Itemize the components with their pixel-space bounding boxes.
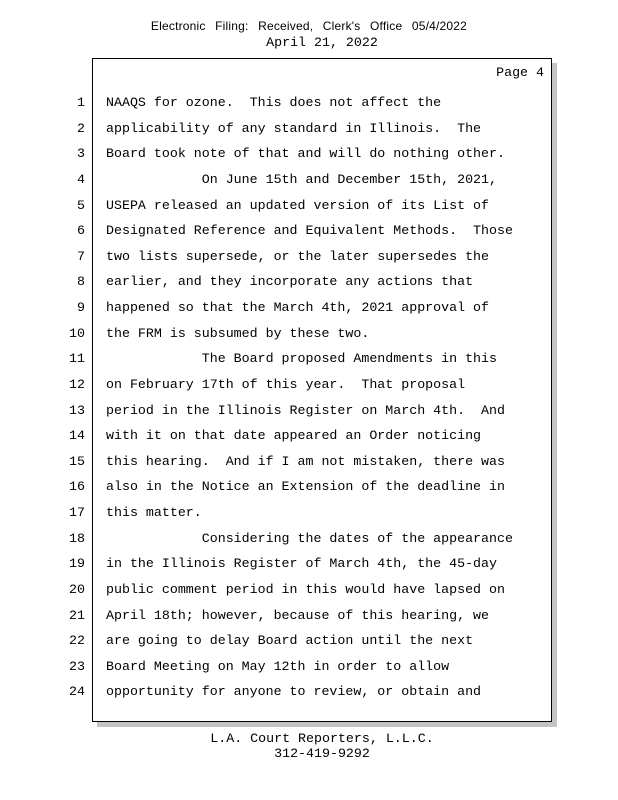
transcript-line <box>0 423 618 449</box>
line-text: April 18th; however, because of this hearing, we <box>106 607 490 623</box>
line-number: 24 <box>69 684 85 700</box>
transcript-line <box>0 449 618 475</box>
hearing-date: April 21, 2022 <box>266 35 378 50</box>
line-text: in the Illinois Register of March 4th, the 45-day <box>106 556 497 572</box>
transcript-line <box>0 295 618 321</box>
line-number: 9 <box>77 300 85 315</box>
transcript-line <box>0 526 618 552</box>
transcript-line <box>0 244 618 270</box>
transcript-line <box>0 141 618 167</box>
line-number: 19 <box>69 556 85 572</box>
line-text: earlier, and they incorporate any actions that <box>106 274 474 290</box>
line-number: 17 <box>69 505 85 520</box>
transcript-line <box>0 116 618 142</box>
line-text: Board Meeting on May 12th in order to allow <box>106 658 450 674</box>
line-text: with it on that date appeared an Order noticing <box>106 428 482 444</box>
line-text: this hearing. And if I am not mistaken, there was <box>106 453 505 469</box>
transcript-line <box>0 321 618 347</box>
transcript-body <box>0 90 618 705</box>
line-number: 11 <box>69 351 85 367</box>
line-text: opportunity for anyone to review, or obtain and <box>106 684 482 700</box>
transcript-line <box>0 628 618 654</box>
reporter-company: L.A. Court Reporters, L.L.C. <box>210 731 434 746</box>
line-number: 6 <box>77 223 85 239</box>
line-text: applicability of any standard in Illinois. The <box>106 120 482 136</box>
line-number: 5 <box>77 197 85 213</box>
transcript-line <box>0 398 618 424</box>
line-text: Board took note of that and will do nothing other. <box>106 146 505 162</box>
line-text: happened so that the March 4th, 2021 approval of <box>106 300 490 315</box>
page-number-label: Page 4 <box>496 65 544 80</box>
reporter-phone: 312-419-9292 <box>274 745 370 761</box>
line-text: USEPA released an updated version of its List of <box>106 197 490 213</box>
line-text: Designated Reference and Equivalent Methods. Those <box>106 223 513 239</box>
line-text: public comment period in this would have lapsed on <box>106 581 505 597</box>
line-text: the FRM is subsumed by these two. <box>106 325 370 341</box>
line-number: 7 <box>77 248 85 264</box>
line-text: Considering the dates of the appearance <box>106 530 513 546</box>
line-number: 22 <box>69 633 85 649</box>
transcript-line <box>0 90 618 116</box>
reporter-footer <box>92 732 552 761</box>
line-number: 14 <box>69 428 85 444</box>
line-text: also in the Notice an Extension of the deadline in <box>106 479 505 495</box>
transcript-line <box>0 346 618 372</box>
line-text: On June 15th and December 15th, 2021, <box>106 171 497 187</box>
line-number: 16 <box>69 479 85 495</box>
line-number: 15 <box>69 453 85 469</box>
line-text: are going to delay Board action until the next <box>106 633 474 649</box>
transcript-line <box>0 193 618 219</box>
transcript-line <box>0 500 618 526</box>
transcript-line <box>0 372 618 398</box>
line-number: 4 <box>77 171 85 187</box>
line-text: two lists supersede, or the later supersedes the <box>106 248 490 264</box>
transcript-line <box>0 603 618 629</box>
line-number: 8 <box>77 274 85 290</box>
line-text: NAAQS for ozone. This does not affect the <box>106 95 442 110</box>
line-text: The Board proposed Amendments in this <box>106 351 497 367</box>
line-number: 20 <box>69 581 85 597</box>
transcript-line <box>0 551 618 577</box>
line-number: 13 <box>69 402 85 418</box>
transcript-line <box>0 269 618 295</box>
transcript-line <box>0 218 618 244</box>
line-number: 3 <box>77 146 85 162</box>
line-number: 18 <box>69 530 85 546</box>
line-number: 1 <box>77 95 85 110</box>
line-number: 10 <box>69 325 85 341</box>
line-text: this matter. <box>106 505 202 520</box>
line-number: 12 <box>69 376 85 392</box>
electronic-filing-stamp: Electronic Filing: Received, Clerk's Office 05/4/2022 <box>150 19 468 33</box>
transcript-line <box>0 577 618 603</box>
line-number: 23 <box>69 658 85 674</box>
line-text: on February 17th of this year. That proposal <box>106 376 466 392</box>
line-number: 21 <box>69 607 85 623</box>
line-number: 2 <box>77 120 85 136</box>
transcript-line <box>0 679 618 705</box>
transcript-line <box>0 167 618 193</box>
transcript-line <box>0 654 618 680</box>
line-text: period in the Illinois Register on March 4th. And <box>106 402 505 418</box>
transcript-line <box>0 474 618 500</box>
